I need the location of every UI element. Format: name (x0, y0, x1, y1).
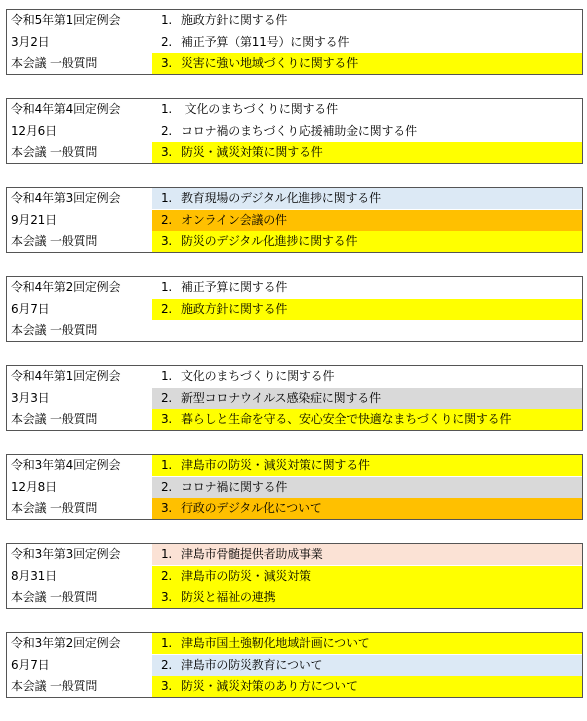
session-type: 本会議 一般質問 (11, 234, 98, 248)
session-row (7, 633, 582, 654)
agenda-item-number: 3. (161, 679, 173, 693)
agenda-item-number: 2. (161, 302, 173, 316)
session-row (7, 32, 582, 53)
session-title: 令和5年第1回定例会 (11, 13, 121, 27)
agenda-item-text: 新型コロナウイルス感染症に関する件 (181, 391, 381, 405)
session-row (7, 10, 582, 31)
agenda-item-number: 1. (161, 636, 173, 650)
session-title: 令和3年第2回定例会 (11, 636, 121, 650)
session-type: 本会議 一般質問 (11, 412, 98, 426)
agenda-item (152, 10, 582, 31)
session-date: 6月7日 (11, 658, 50, 672)
session-row (7, 477, 582, 498)
session-type: 本会議 一般質問 (11, 590, 98, 604)
agenda-item (152, 99, 582, 120)
session-row (7, 366, 582, 387)
agenda-item-text: 津島市国土強靭化地域計画について (181, 636, 370, 650)
session-row (7, 455, 582, 476)
agenda-item-number: 1. (161, 191, 173, 205)
agenda-item-text: 津島市の防災・減災対策に関する件 (181, 458, 370, 472)
session-row (7, 544, 582, 565)
session-row (7, 676, 582, 697)
agenda-item-text: 文化のまちづくりに関する件 (181, 102, 338, 116)
session-date: 12月6日 (11, 124, 57, 138)
session-date: 12月8日 (11, 480, 57, 494)
session-type: 本会議 一般質問 (11, 56, 98, 70)
agenda-item (152, 566, 582, 587)
agenda-item (152, 277, 582, 298)
agenda-item (152, 53, 582, 74)
agenda-item-number: 3. (161, 56, 173, 70)
session-row (7, 277, 582, 298)
session-block (6, 454, 583, 520)
agenda-item-text: 防災・減災対策に関する件 (181, 145, 323, 159)
session-type: 本会議 一般質問 (11, 145, 98, 159)
session-row (7, 320, 582, 341)
session-row (7, 121, 582, 142)
agenda-item (152, 210, 582, 231)
session-block (6, 365, 583, 431)
agenda-item-number: 2. (161, 658, 173, 672)
session-date: 3月2日 (11, 35, 50, 49)
agenda-item-text: 施政方針に関する件 (181, 13, 288, 27)
agenda-item (152, 655, 582, 676)
session-type: 本会議 一般質問 (11, 679, 98, 693)
agenda-item-text: 防災と福祉の連携 (181, 590, 276, 604)
agenda-item (152, 477, 582, 498)
agenda-item (152, 409, 582, 430)
session-row (7, 587, 582, 608)
session-title: 令和3年第3回定例会 (11, 547, 121, 561)
agenda-item-number: 3. (161, 501, 173, 515)
agenda-item-number: 3. (161, 590, 173, 604)
session-title: 令和4年第2回定例会 (11, 280, 121, 294)
agenda-item-text: 補正予算（第11号）に関する件 (181, 35, 350, 49)
agenda-item (152, 32, 582, 53)
agenda-item-number: 1. (161, 102, 173, 116)
session-row (7, 388, 582, 409)
agenda-item-text: 補正予算に関する件 (181, 280, 288, 294)
session-row (7, 142, 582, 163)
session-row (7, 99, 582, 120)
agenda-item-number: 1. (161, 369, 173, 383)
agenda-item-number: 2. (161, 391, 173, 405)
agenda-item-number: 3. (161, 145, 173, 159)
agenda-item-text: 津島市の防災教育について (181, 658, 323, 672)
agenda-item-text: 施政方針に関する件 (181, 302, 288, 316)
agenda-item-number: 2. (161, 35, 173, 49)
session-type: 本会議 一般質問 (11, 501, 98, 515)
session-row (7, 299, 582, 320)
agenda-item (152, 188, 582, 209)
agenda-item (152, 676, 582, 697)
session-row (7, 188, 582, 209)
session-block (6, 276, 583, 342)
session-title: 令和4年第1回定例会 (11, 369, 121, 383)
session-row (7, 566, 582, 587)
session-row (7, 210, 582, 231)
session-block (6, 632, 583, 698)
agenda-item-number: 2. (161, 480, 173, 494)
session-date: 8月31日 (11, 569, 57, 583)
agenda-item-text: オンライン会議の件 (181, 213, 287, 227)
agenda-item-text: 防災・減災対策のあり方について (181, 679, 358, 693)
agenda-item-text: 防災のデジタル化進捗に関する件 (181, 234, 358, 248)
agenda-item (152, 498, 582, 519)
session-title: 令和3年第4回定例会 (11, 458, 121, 472)
session-row (7, 498, 582, 519)
agenda-item-number: 2. (161, 124, 173, 138)
session-title: 令和4年第4回定例会 (11, 102, 121, 116)
session-date: 6月7日 (11, 302, 50, 316)
agenda-item-text: コロナ禍のまちづくり応援補助金に関する件 (181, 124, 417, 138)
agenda-item-number: 2. (161, 569, 173, 583)
agenda-item-text: 津島市骨髄提供者助成事業 (181, 547, 323, 561)
agenda-item-text: 教育現場のデジタル化進捗に関する件 (181, 191, 381, 205)
agenda-item-text: コロナ禍に関する件 (181, 480, 288, 494)
agenda-item-number: 2. (161, 213, 173, 227)
session-block (6, 543, 583, 609)
session-date: 9月21日 (11, 213, 57, 227)
agenda-item-number: 1. (161, 547, 173, 561)
agenda-item (152, 231, 582, 252)
agenda-item (152, 544, 582, 565)
agenda-item (152, 121, 582, 142)
agenda-item (152, 455, 582, 476)
agenda-item (152, 633, 582, 654)
session-title: 令和4年第3回定例会 (11, 191, 121, 205)
agenda-item-text: 津島市の防災・減災対策 (181, 569, 311, 583)
session-row (7, 655, 582, 676)
session-row (7, 409, 582, 430)
agenda-item-number: 3. (161, 412, 173, 426)
session-row (7, 53, 582, 74)
agenda-item-number: 1. (161, 280, 173, 294)
agenda-item-text: 災害に強い地域づくりに関する件 (181, 56, 359, 70)
session-block (6, 9, 583, 75)
session-block (6, 98, 583, 164)
agenda-item (152, 587, 582, 608)
agenda-item-number: 1. (161, 458, 173, 472)
agenda-item (152, 388, 582, 409)
agenda-item-text: 文化のまちづくりに関する件 (181, 369, 335, 383)
agenda-item (152, 366, 582, 387)
agenda-item-text: 行政のデジタル化について (181, 501, 322, 515)
session-block (6, 187, 583, 253)
session-row (7, 231, 582, 252)
agenda-item (152, 142, 582, 163)
agenda-item-text: 暮らしと生命を守る、安心安全で快適なまちづくりに関する件 (181, 412, 512, 426)
agenda-item (152, 299, 582, 320)
session-date: 3月3日 (11, 391, 50, 405)
agenda-item-number: 1. (161, 13, 173, 27)
session-list (6, 9, 583, 721)
agenda-item-number: 3. (161, 234, 173, 248)
session-type: 本会議 一般質問 (11, 323, 98, 337)
